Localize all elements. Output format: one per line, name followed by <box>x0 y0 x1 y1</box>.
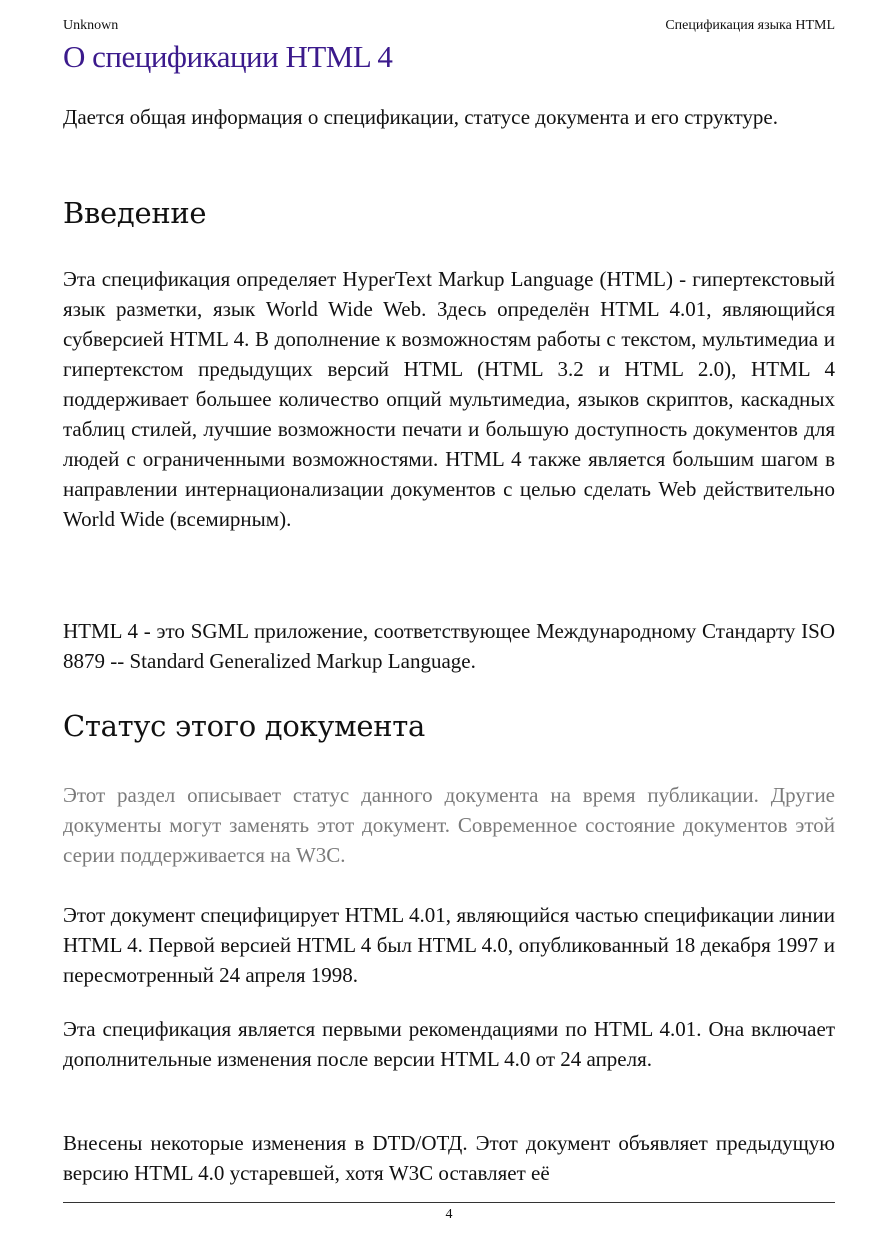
status-paragraph-1: Этот документ специфицирует HTML 4.01, являющийся частью спецификации линии HTML 4. Первой версией HTML 4 был HTML 4.0, опубликованный 18 декабря 1997 и пересмотренный 24 апреля 1998. <box>63 903 835 987</box>
page-number: 4 <box>445 1207 453 1222</box>
introduction-paragraph-1: Эта спецификация определяет HyperText Markup Language (HTML) - гипертекстовый язык разметки, язык World Wide Web. Здесь определён HTML 4.01, являющийся субверсией HTML 4. В дополнение к возможностям работы с текстом, мультимедиа и гипертекстом предыдущих версий HTML (HTML 3.2 и HTML 2.0), HTML 4 поддерживает большее количество опций мультимедиа, языков скриптов, каскадных таблиц стилей, лучшие возможности печати и большую доступность документов для людей с ограниченными возможностями. HTML 4 также является большим шагом в направлении интернационализации документов с целью сделать Web действительно World Wide (всемирным). <box>63 267 835 531</box>
header-author: Unknown <box>63 18 119 33</box>
header-document-title: Спецификация языка HTML <box>665 18 835 33</box>
document-page <box>63 0 835 1241</box>
footer-divider <box>63 1202 835 1203</box>
status-note-paragraph: Этот раздел описывает статус данного документа на время публикации. Другие документы могут заменять этот документ. Современное состояние документов этой серии поддерживается на W3C. <box>63 783 835 867</box>
intro-paragraph: Дается общая информация о спецификации, статусе документа и его структуре. <box>63 105 778 129</box>
status-paragraph-2: Эта спецификация является первыми рекомендациями по HTML 4.01. Она включает дополнительные изменения после версии HTML 4.0 от 24 апреля. <box>63 1017 835 1071</box>
section-heading-status: Статус этого документа <box>63 709 425 743</box>
introduction-paragraph-2: HTML 4 - это SGML приложение, соответствующее Международному Стандарту ISO 8879 -- Standard Generalized Markup Language. <box>63 619 835 673</box>
section-heading-introduction: Введение <box>63 196 207 230</box>
status-paragraph-3: Внесены некоторые изменения в DTD/ОТД. Этот документ объявляет предыдущую версию HTML 4.0 устаревшей, хотя W3C оставляет её <box>63 1131 835 1185</box>
page-title: О спецификации HTML 4 <box>63 39 393 74</box>
